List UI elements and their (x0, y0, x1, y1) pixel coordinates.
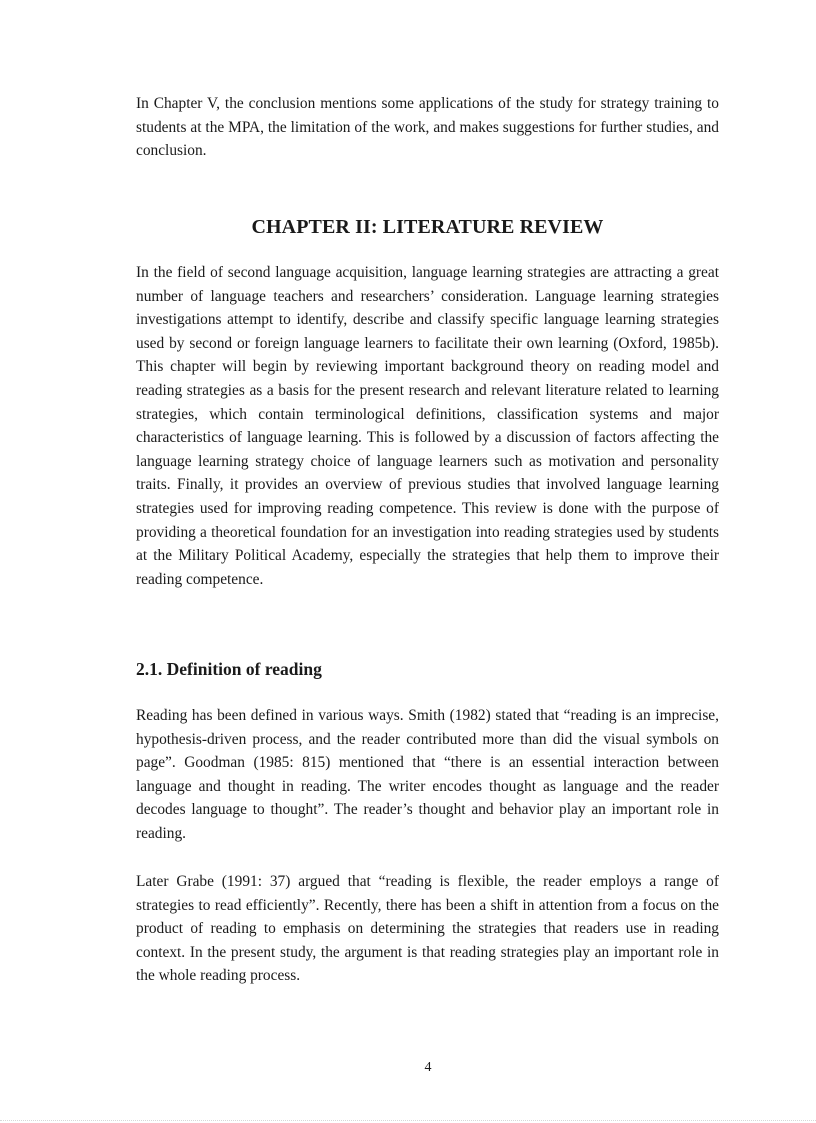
chapter-title: CHAPTER II: LITERATURE REVIEW (251, 216, 604, 238)
section-heading: 2.1. Definition of reading (136, 659, 322, 679)
chapter-intro-paragraph: In the field of second language acquisition, language learning strategies are attracting a great number of language teachers and researchers’ consideration. Language learning strategies investigations attempt to identify, describe and classify specific language learning strategies used by second or foreign language learners to facilitate their own learning (Oxford, 1985b). This chapter will begin by reviewing important background theory on reading model and reading strategies as a basis for the present research and relevant literature related to learning strategies, which contain terminological definitions, classification systems and major characteristics of language learning. This is followed by a discussion of factors affecting the language learning strategy choice of language learners such as motivation and personality traits. Finally, it provides an overview of previous studies that involved language learning strategies used for improving reading competence. This review is done with the purpose of providing a theoretical foundation for an investigation into reading strategies used by students at the Military Political Academy, especially the strategies that help them to improve their reading competence. (136, 264, 719, 588)
section-paragraph: Reading has been defined in various ways. Smith (1982) stated that “reading is an imprecise, hypothesis-driven process, and the reader contributed more than did the visual symbols on page”. Goodman (1985: 815) mentioned that “there is an essential interaction between language and thought in reading. The writer encodes thought as language and the reader decodes language to thought”. The reader’s thought and behavior play an important role in reading. (136, 707, 719, 842)
page-number: 4 (424, 1060, 432, 1075)
section-paragraph: Later Grabe (1991: 37) argued that “reading is flexible, the reader employs a range of strategies to read efficiently”. Recently, there has been a shift in attention from a focus on the product of reading to emphasis on determining the strategies that readers use in reading context. In the present study, the argument is that reading strategies play an important role in the whole reading process. (136, 873, 719, 985)
page-bottom-divider (0, 1120, 816, 1121)
intro-paragraph: In Chapter V, the conclusion mentions some applications of the study for strategy training to students at the MPA, the limitation of the work, and makes suggestions for further studies, and conclusion. (136, 95, 719, 160)
